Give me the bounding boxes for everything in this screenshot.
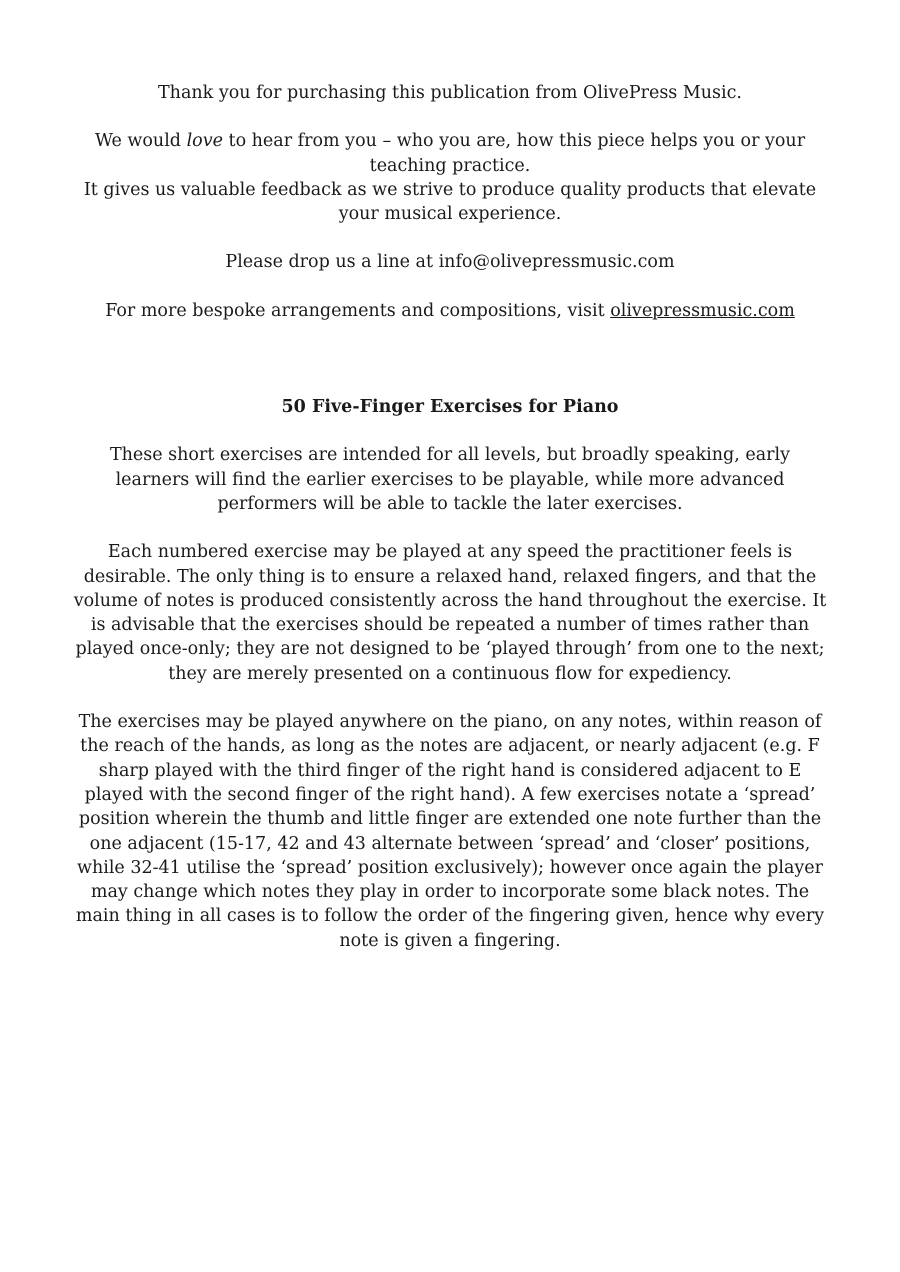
spacer [72, 686, 828, 710]
paragraph-levels: These short exercises are intended for all levels, but broadly speaking, early learners will find the earlier exercises to be playable, while more advanced performers will be able to tackle the later exercises. [109, 445, 791, 514]
paragraph-placement: The exercises may be played anywhere on the piano, on any notes, within reason of the reach of the hands, as long as the notes are adjacent, or nearly adjacent (e.g. F sharp played with the third finger of the right hand is considered adjacent to E played with the second finger of the right hand). A few exercises notate a ‘spread’ position wherein the thumb and little finger are extended one note further than the one adjacent (15-17, 42 and 43 alternate between ‘spread’ and ‘closer’ positions, while 32-41 utilise the ‘spread’ position exclusively); however once again the player may change which notes they play in order to incorporate some black notes. The main thing in all cases is to follow the order of the fingering given, hence why every note is given a fingering. [75, 712, 825, 951]
spacer [72, 323, 828, 371]
contact-text: Please drop us a line at info@olivepressmusic.com [225, 252, 675, 273]
section-title: 50 Five-Finger Exercises for Piano [281, 397, 619, 418]
love-text-after: to hear from you – who you are, how this piece helps you or your teaching practice. [222, 131, 806, 176]
visit-prefix: For more bespoke arrangements and compositions, visit [105, 300, 611, 321]
thank-you-text: Thank you for purchasing this publication from OlivePress Music. [158, 83, 742, 103]
love-to-hear-text [72, 129, 828, 178]
spacer [72, 105, 828, 129]
spacer [72, 419, 828, 443]
spacer [72, 371, 828, 395]
spacer [72, 516, 828, 540]
spacer [72, 226, 828, 250]
paragraph-speed: Each numbered exercise may be played at any speed the practitioner feels is desirable. The only thing is to ensure a relaxed hand, relaxed fingers, and that the volume of notes is produced consistently across the hand throughout the exercise. It is advisable that the exercises should be repeated a number of times rather than played once-only; they are not designed to be ‘played through’ from one to the next; they are merely presented on a continuous flow for expediency. [73, 542, 827, 684]
love-emphasis: love [186, 131, 223, 152]
spacer [72, 275, 828, 299]
visit-text [72, 299, 828, 323]
website-link[interactable]: olivepressmusic.com [610, 300, 795, 321]
love-text-before: We would [94, 131, 187, 152]
feedback-text: It gives us valuable feedback as we strive to produce quality products that elevate your musical experience. [83, 179, 817, 225]
